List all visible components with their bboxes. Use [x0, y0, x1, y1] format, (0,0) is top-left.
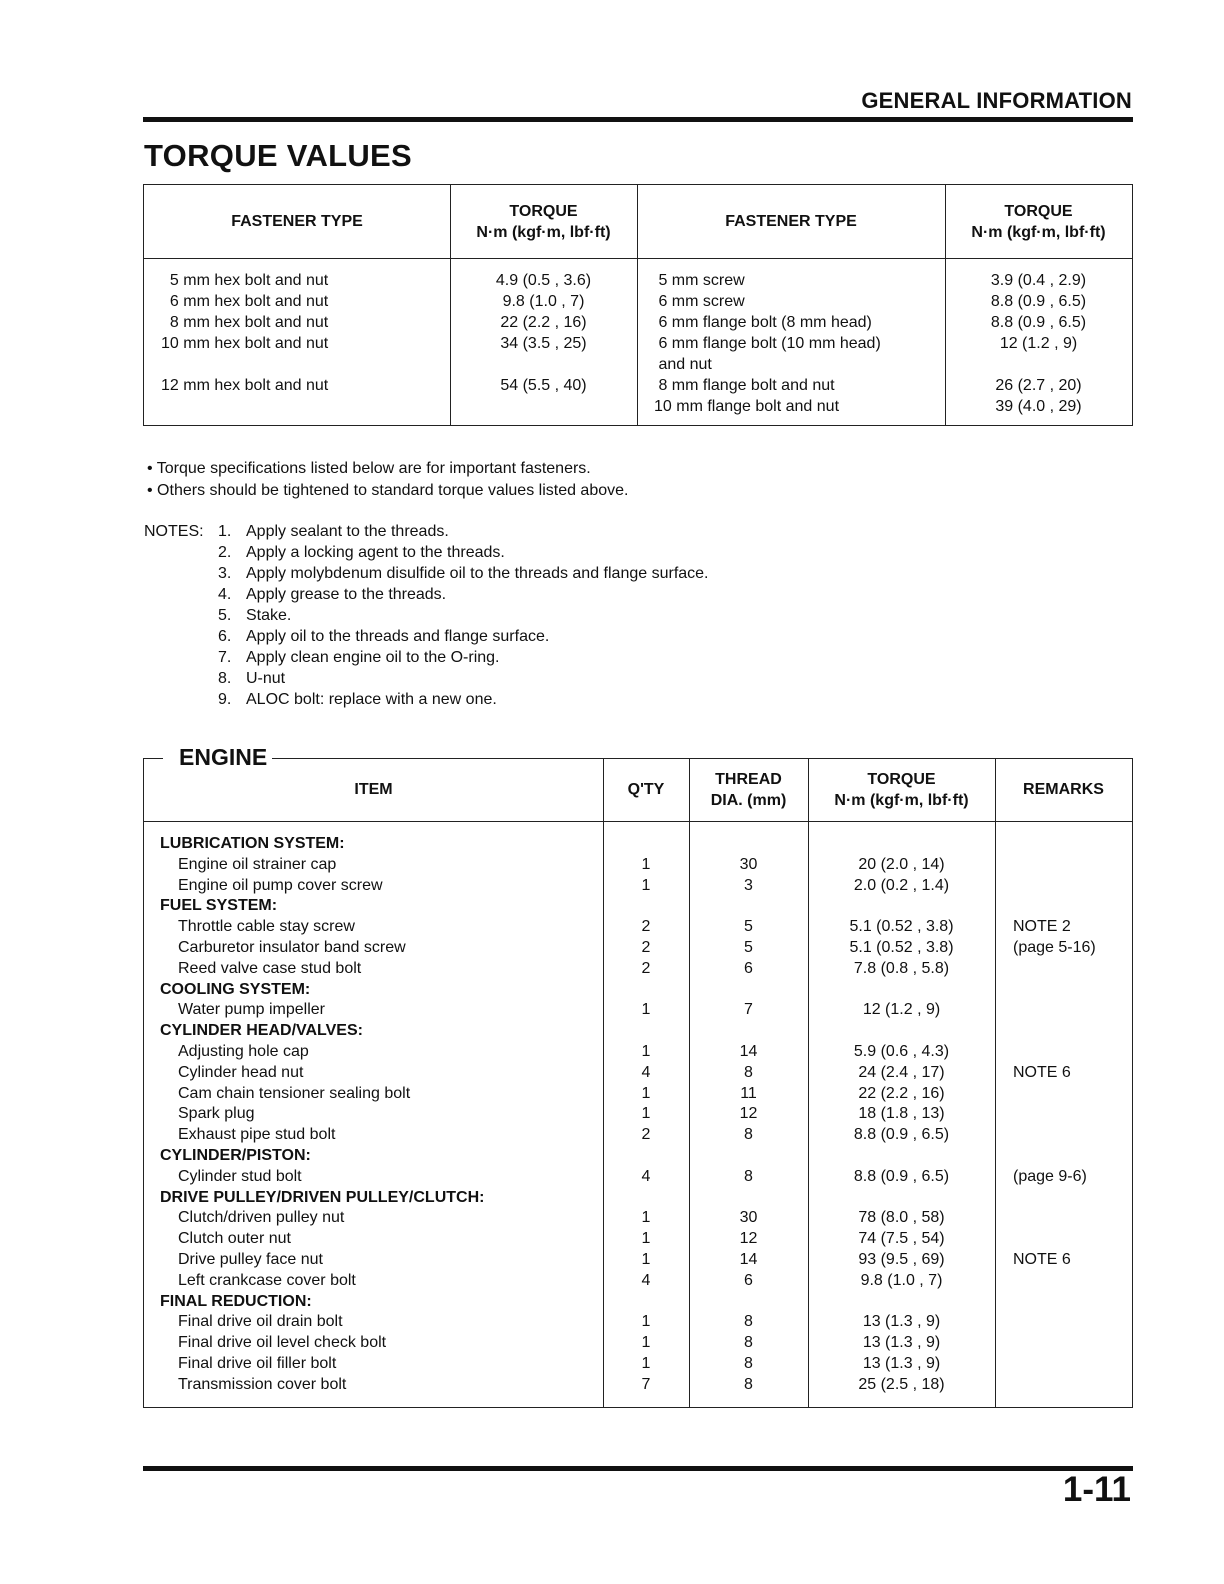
item-thread-dia: 14	[739, 1043, 758, 1060]
table-row	[144, 854, 1132, 875]
item-name: Cylinder stud bolt	[178, 1167, 302, 1185]
table-row	[144, 1207, 1132, 1228]
note-number: 4.	[218, 586, 232, 603]
table-row	[144, 1311, 1132, 1332]
table-row	[144, 1083, 1132, 1104]
item-torque: 93 (9.5 , 69)	[858, 1251, 945, 1268]
item-remarks: NOTE 6	[1013, 1251, 1071, 1268]
left-torque-list: 4.9 (0.5 , 3.6) 9.8 (1.0 , 7) 22 (2.2 , 16) 34 (3.5 , 25) 54 (5.5 , 40)	[495, 272, 592, 394]
note-text: U-nut	[246, 670, 286, 687]
item-thread-dia: 14	[739, 1251, 758, 1268]
item-remarks: (page 5-16)	[1013, 939, 1096, 956]
page-title: TORQUE VALUES	[144, 138, 413, 173]
table-row	[144, 1270, 1132, 1291]
item-thread-dia: 11	[740, 1084, 757, 1102]
table-row	[144, 875, 1132, 896]
group-row	[144, 1291, 1132, 1312]
item-thread-dia: 8	[744, 1375, 753, 1393]
item-thread-dia: 8	[744, 1167, 753, 1185]
item-torque: 13 (1.3 , 9)	[862, 1313, 941, 1331]
page-number: 1-11	[1062, 1470, 1131, 1509]
note-number: 5.	[218, 607, 232, 624]
group-heading: CYLINDER HEAD/VALVES:	[160, 1022, 363, 1040]
table-row	[144, 937, 1132, 958]
footer-rule	[143, 1466, 1133, 1471]
item-qty: 1	[641, 1084, 651, 1102]
note-text: Apply clean engine oil to the O-ring.	[246, 649, 500, 666]
item-thread-dia: 8	[744, 1313, 753, 1331]
note-text: Apply oil to the threads and flange surface.	[246, 628, 550, 645]
group-row	[144, 1187, 1132, 1208]
note-item	[218, 542, 709, 563]
note-number: 1.	[218, 523, 232, 540]
item-name: Cam chain tensioner sealing bolt	[178, 1084, 411, 1102]
item-torque: 18 (1.8 , 13)	[858, 1105, 945, 1123]
item-name: Final drive oil drain bolt	[178, 1313, 343, 1331]
item-torque: 74 (7.5 , 54)	[858, 1230, 945, 1248]
item-torque: 7.8 (0.8 , 5.8)	[853, 959, 950, 977]
note-item	[218, 668, 709, 689]
item-torque: 13 (1.3 , 9)	[862, 1355, 941, 1372]
item-qty: 2	[641, 939, 651, 956]
table-header-divider	[144, 821, 1132, 822]
group-heading: CYLINDER/PISTON:	[160, 1147, 311, 1164]
note-item	[218, 563, 709, 584]
item-thread-dia: 3	[744, 876, 753, 894]
note-number: 8.	[218, 670, 232, 687]
item-torque: 2.0 (0.2 , 1.4)	[853, 876, 950, 894]
item-qty: 1	[641, 1251, 651, 1268]
item-name: Clutch outer nut	[178, 1230, 291, 1248]
item-qty: 2	[641, 1126, 651, 1144]
item-torque: 22 (2.2 , 16)	[858, 1084, 945, 1102]
item-qty: 4	[641, 1271, 651, 1289]
group-row	[144, 1020, 1132, 1041]
header-thread-dia: THREAD DIA. (mm)	[710, 770, 787, 809]
table-row	[144, 1353, 1132, 1374]
note-text: Apply a locking agent to the threads.	[246, 544, 505, 561]
item-remarks: NOTE 6	[1013, 1063, 1071, 1081]
note-text: ALOC bolt: replace with a new one.	[246, 691, 497, 708]
header-torque-left: TORQUE N·m (kgf·m, lbf·ft)	[476, 202, 611, 241]
note-item	[218, 584, 709, 605]
left-fastener-list: 5 mm hex bolt and nut 6 mm hex bolt and nut 8 mm hex bolt and nut 10 mm hex bolt and nut 12 mm hex bolt and nut	[161, 272, 329, 394]
item-thread-dia: 30	[739, 855, 758, 873]
group-row	[144, 895, 1132, 916]
header-qty: Q'TY	[627, 781, 665, 798]
note-item	[218, 626, 709, 647]
item-remarks: NOTE 2	[1013, 918, 1071, 936]
group-heading: LUBRICATION SYSTEM:	[160, 835, 345, 852]
item-name: Spark plug	[178, 1105, 255, 1123]
item-name: Cylinder head nut	[178, 1063, 304, 1081]
item-qty: 1	[641, 855, 651, 873]
item-qty: 1	[641, 1334, 651, 1352]
item-qty: 1	[641, 1355, 651, 1372]
item-thread-dia: 8	[744, 1063, 753, 1081]
table-row	[144, 1062, 1132, 1083]
note-text: Apply sealant to the threads.	[246, 523, 449, 540]
table-row	[144, 1374, 1132, 1395]
item-qty: 7	[641, 1375, 651, 1393]
note-number: 6.	[218, 628, 232, 645]
item-qty: 4	[641, 1063, 651, 1081]
item-thread-dia: 30	[739, 1209, 758, 1227]
note-item	[218, 605, 709, 626]
table-row	[144, 1041, 1132, 1062]
table-row	[144, 1103, 1132, 1124]
note-number: 3.	[218, 565, 232, 582]
item-qty: 2	[641, 959, 651, 977]
table-row	[144, 958, 1132, 979]
item-name: Drive pulley face nut	[178, 1251, 323, 1268]
table-row	[144, 1166, 1132, 1187]
item-name: Final drive oil filler bolt	[178, 1355, 337, 1372]
header-fastener-type-right: FASTENER TYPE	[725, 213, 857, 230]
item-qty: 2	[641, 918, 651, 936]
item-thread-dia: 5	[744, 939, 753, 956]
table-header-divider	[144, 258, 1132, 259]
item-name: Carburetor insulator band screw	[178, 939, 406, 956]
item-torque: 78 (8.0 , 58)	[858, 1209, 945, 1227]
item-name: Engine oil strainer cap	[178, 855, 337, 873]
table-row	[144, 1124, 1132, 1145]
item-name: Reed valve case stud bolt	[178, 959, 362, 977]
item-torque: 5.1 (0.52 , 3.8)	[849, 939, 954, 956]
item-torque: 24 (2.4 , 17)	[858, 1063, 945, 1081]
bullet-item: • Torque specifications listed below are for important fasteners.	[147, 460, 591, 477]
bullet-list	[147, 458, 628, 502]
item-thread-dia: 5	[744, 918, 753, 936]
note-text: Stake.	[246, 607, 292, 624]
group-heading: COOLING SYSTEM:	[160, 980, 311, 998]
item-qty: 1	[641, 1230, 651, 1248]
engine-torque-table	[143, 758, 1133, 1408]
note-item	[218, 689, 709, 710]
header-remarks: REMARKS	[1023, 781, 1104, 798]
item-name: Transmission cover bolt	[178, 1375, 347, 1393]
item-thread-dia: 8	[744, 1334, 753, 1352]
item-thread-dia: 8	[744, 1355, 753, 1372]
table-row	[144, 999, 1132, 1020]
item-torque: 20 (2.0 , 14)	[858, 855, 945, 873]
table-row	[144, 1228, 1132, 1249]
header-torque-right: TORQUE N·m (kgf·m, lbf·ft)	[971, 202, 1106, 241]
item-torque: 8.8 (0.9 , 6.5)	[853, 1126, 950, 1144]
standard-torque-table	[143, 184, 1133, 426]
table-row	[144, 916, 1132, 937]
note-item	[218, 521, 709, 542]
item-name: Final drive oil level check bolt	[178, 1334, 387, 1352]
table-row	[144, 1249, 1132, 1270]
right-torque-list: 3.9 (0.4 , 2.9) 8.8 (0.9 , 6.5) 8.8 (0.9 , 6.5) 12 (1.2 , 9) 26 (2.7 , 20) 39 (4.0 , 29)	[990, 272, 1087, 415]
header-rule	[143, 117, 1133, 122]
header-torque: TORQUE N·m (kgf·m, lbf·ft)	[834, 770, 969, 809]
group-heading: FUEL SYSTEM:	[160, 897, 278, 915]
group-heading: DRIVE PULLEY/DRIVEN PULLEY/CLUTCH:	[160, 1188, 485, 1206]
notes-label: NOTES:	[144, 523, 204, 540]
item-thread-dia: 8	[744, 1126, 753, 1144]
item-qty: 1	[641, 1105, 651, 1123]
item-thread-dia: 12	[739, 1105, 758, 1123]
item-qty: 1	[641, 1001, 651, 1019]
item-qty: 1	[641, 1043, 651, 1060]
item-qty: 1	[641, 1313, 651, 1331]
item-torque: 12 (1.2 , 9)	[862, 1001, 941, 1019]
item-thread-dia: 7	[744, 1001, 753, 1019]
group-row	[144, 1145, 1132, 1166]
note-number: 7.	[218, 649, 232, 666]
item-qty: 4	[641, 1167, 651, 1185]
item-name: Water pump impeller	[178, 1001, 326, 1019]
note-number: 2.	[218, 544, 232, 561]
right-fastener-list: 5 mm screw 6 mm screw 6 mm flange bolt (8 mm head) 6 mm flange bolt (10 mm head) and nut 8 mm flange bolt and nut 10 mm flange bolt and nut	[654, 272, 881, 415]
item-torque: 8.8 (0.9 , 6.5)	[853, 1167, 950, 1185]
item-name: Clutch/driven pulley nut	[178, 1209, 345, 1227]
note-item	[218, 647, 709, 668]
group-heading: FINAL REDUCTION:	[160, 1292, 312, 1310]
item-thread-dia: 6	[744, 1271, 753, 1289]
engine-section-label: ENGINE	[179, 744, 268, 770]
group-row	[144, 833, 1132, 854]
item-name: Adjusting hole cap	[178, 1043, 309, 1060]
note-text: Apply molybdenum disulfide oil to the threads and flange surface.	[246, 565, 709, 582]
item-name: Throttle cable stay screw	[178, 918, 355, 936]
item-name: Engine oil pump cover screw	[178, 876, 383, 894]
notes-list	[218, 521, 709, 710]
item-torque: 5.1 (0.52 , 3.8)	[849, 918, 954, 936]
item-qty: 1	[641, 1209, 651, 1227]
item-name: Exhaust pipe stud bolt	[178, 1126, 336, 1144]
item-remarks: (page 9-6)	[1013, 1167, 1087, 1185]
item-torque: 13 (1.3 , 9)	[862, 1334, 941, 1352]
group-row	[144, 979, 1132, 1000]
item-torque: 5.9 (0.6 , 4.3)	[853, 1043, 950, 1060]
item-thread-dia: 12	[739, 1230, 758, 1248]
item-thread-dia: 6	[744, 959, 753, 977]
bullet-item: • Others should be tightened to standard torque values listed above.	[147, 482, 629, 499]
table-row	[144, 1332, 1132, 1353]
note-number: 9.	[218, 691, 232, 708]
item-torque: 9.8 (1.0 , 7)	[860, 1271, 943, 1289]
section-title: GENERAL INFORMATION	[861, 88, 1132, 113]
header-fastener-type-left: FASTENER TYPE	[231, 213, 363, 230]
item-torque: 25 (2.5 , 18)	[858, 1375, 945, 1393]
item-name: Left crankcase cover bolt	[178, 1271, 356, 1289]
note-text: Apply grease to the threads.	[246, 586, 447, 603]
header-item: ITEM	[354, 781, 393, 798]
item-qty: 1	[641, 876, 651, 894]
